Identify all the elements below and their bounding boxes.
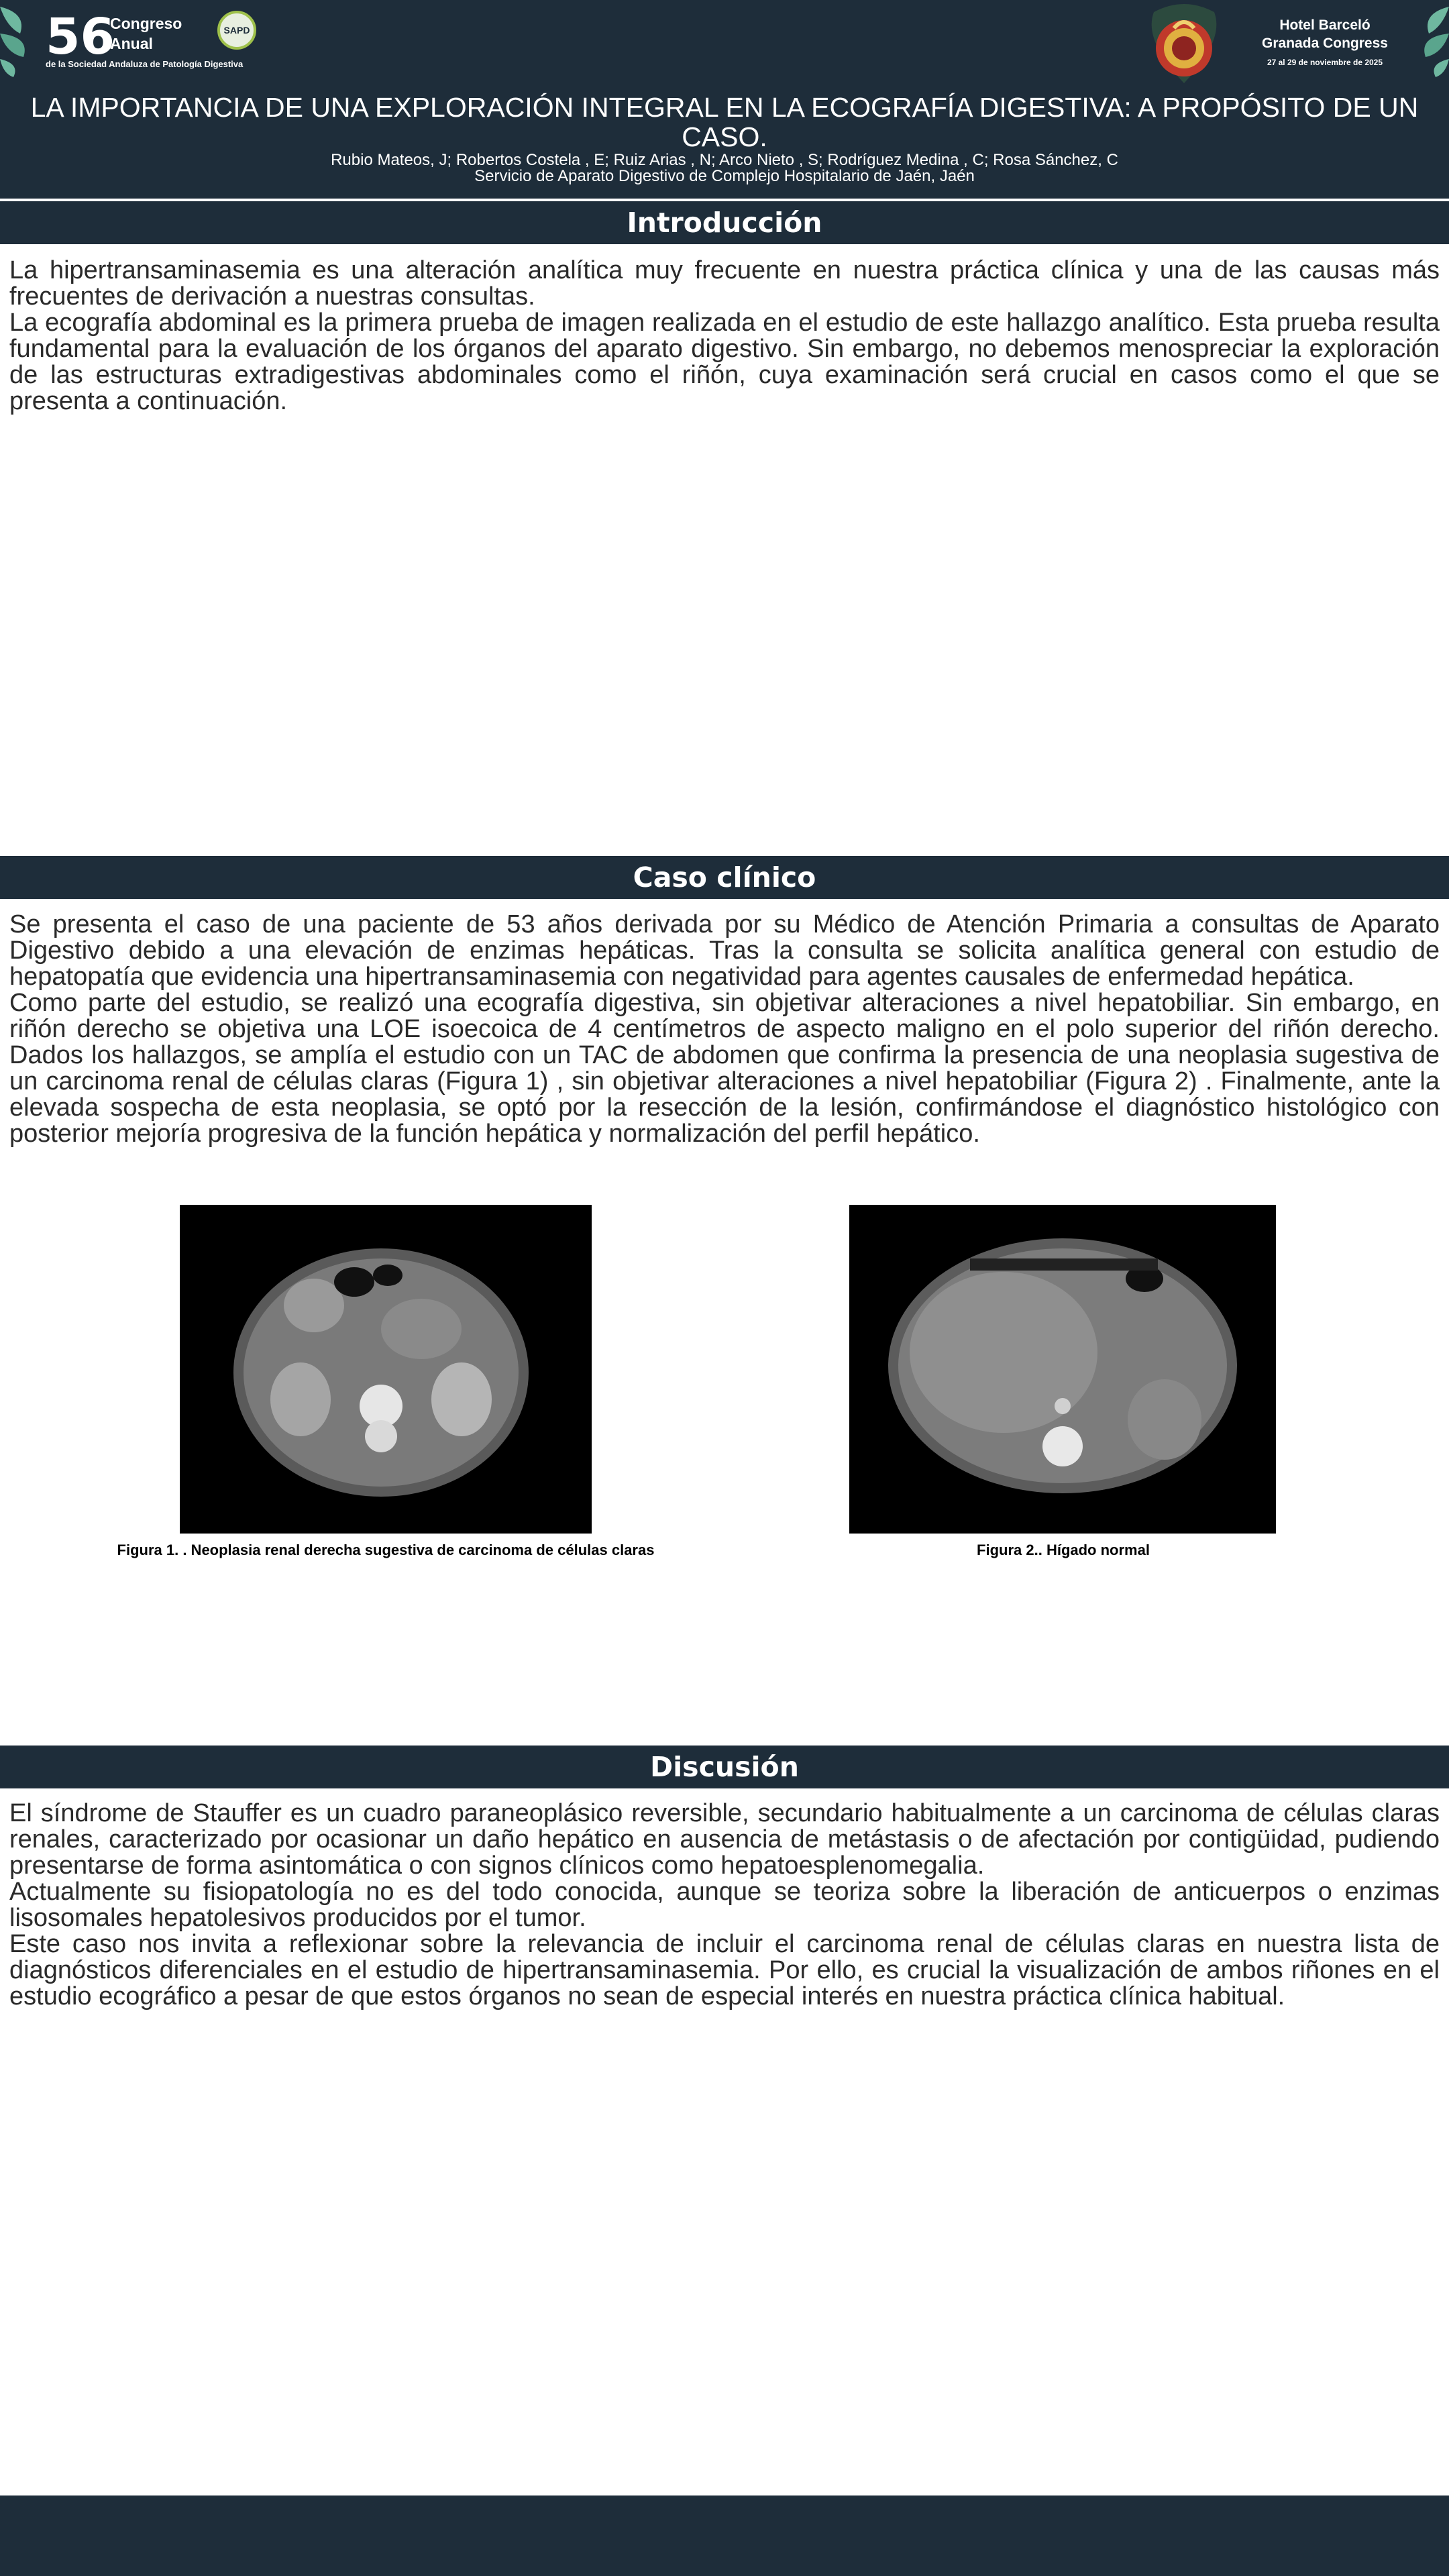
caso-body bbox=[9, 912, 1440, 1147]
affiliation: Servicio de Aparato Digestivo de Complejo Hospitalario de Jaén, Jaén bbox=[474, 167, 975, 185]
congress-label-line1: Congreso bbox=[110, 15, 182, 32]
leaf-ornament-icon bbox=[1409, 0, 1449, 80]
discusion-body bbox=[9, 1801, 1440, 2010]
caso-heading: Caso clínico bbox=[0, 856, 1449, 899]
discusion-heading: Discusión bbox=[0, 1746, 1449, 1788]
figure-2-caption: Figura 2.. Hígado normal bbox=[977, 1542, 1150, 1558]
congress-logo bbox=[46, 7, 301, 74]
ct-scan-image bbox=[849, 1205, 1276, 1534]
congress-dates: 27 al 29 de noviembre de 2025 bbox=[1267, 58, 1383, 67]
caso-paragraph: Como parte del estudio, se realizó una ecografía digestiva, sin objetivar alteraciones a nivel hepatobiliar. Sin embargo, en riñón derecho se objetiva una LOE isoecoica de 4 centímetros de aspecto maligno en el polo superior del riñón derecho. Dados los hallazgos, se amplía el estudio con un TAC de abdomen que confirma la presencia de una neoplasia sugestiva de un carcinoma renal de células claras (Figura 1) , sin objetivar alteraciones a nivel hepatobiliar (Figura 2) . Finalmente, ante la elevada sospecha de esta neoplasia, se optó por la resección de la lesión, confirmándose el diagnóstico histológico con posterior mejoría progresiva de la función hepática y normalización del perfil hepático. bbox=[9, 989, 1440, 1148]
discusion-paragraph: El síndrome de Stauffer es un cuadro paraneoplásico reversible, secundario habitualmente a un carcinoma de células claras renales, caracterizado por ocasionar un daño hepático en ausencia de metástasis o de afectación por contigüidad, pudiendo presentarse de forma asintomática o con signos clínicos como hepatoesplenomegalia. bbox=[9, 1799, 1440, 1880]
congress-label bbox=[110, 13, 182, 54]
venue-line1: Hotel Barceló bbox=[1279, 17, 1371, 33]
ct-scan-image bbox=[180, 1205, 592, 1534]
granada-emblem-icon bbox=[1140, 0, 1228, 85]
congress-label-line2: Anual bbox=[110, 35, 153, 52]
venue-line2: Granada Congress bbox=[1262, 36, 1388, 51]
sapd-badge: SAPD bbox=[217, 11, 256, 50]
intro-body bbox=[9, 258, 1440, 415]
leaf-ornament-icon bbox=[0, 0, 40, 80]
congress-number: 56 bbox=[46, 8, 115, 66]
figure-2-ct-liver bbox=[849, 1205, 1276, 1534]
figure-1-ct-kidney bbox=[180, 1205, 592, 1534]
discusion-paragraph: Este caso nos invita a reflexionar sobre la relevancia de incluir el carcinoma renal de células claras en nuestra lista de diagnósticos diferenciales en el estudio de hipertransaminasemia. Por ello, es crucial la visualización de ambos riñones en el estudio ecográfico a pesar de que estos órganos no sean de especial interés en nuestra práctica clínica habitual. bbox=[9, 1930, 1440, 2010]
figure-1-caption: Figura 1. . Neoplasia renal derecha sugestiva de carcinoma de células claras bbox=[117, 1542, 655, 1558]
author-list: Rubio Mateos, J; Robertos Costela , E; Ruiz Arias , N; Arco Nieto , S; Rodríguez Medina , C; Rosa Sánchez, C bbox=[331, 151, 1118, 169]
poster-footer bbox=[0, 2496, 1449, 2576]
intro-paragraph: La hipertransaminasemia es una alteración analítica muy frecuente en nuestra práctica clínica y una de las causas más frecuentes de derivación a nuestras consultas. bbox=[9, 256, 1440, 311]
intro-heading: Introducción bbox=[0, 201, 1449, 244]
poster-title: LA IMPORTANCIA DE UNA EXPLORACIÓN INTEGRAL EN LA ECOGRAFÍA DIGESTIVA: A PROPÓSITO DE UN CASO. bbox=[30, 92, 1419, 152]
discusion-paragraph: Actualmente su fisiopatología no es del todo conocida, aunque se teoriza sobre la liberación de anticuerpos o enzimas lisosomales hepatolesivos producidos por el tumor. bbox=[9, 1878, 1440, 1932]
caso-paragraph: Se presenta el caso de una paciente de 53 años derivada por su Médico de Atención Primaria a consultas de Aparato Digestivo debido a una elevación de enzimas hepáticas. Tras la consulta se solicita analítica general con estudio de hepatopatía que evidencia una hipertransaminasemia con negatividad para agentes causales de enfermedad hepática. bbox=[9, 910, 1440, 991]
venue-info bbox=[1248, 16, 1402, 67]
society-name: de la Sociedad Andaluza de Patología Digestiva bbox=[46, 59, 244, 69]
poster-header bbox=[0, 0, 1449, 199]
intro-paragraph: La ecografía abdominal es la primera prueba de imagen realizada en el estudio de este hallazgo analítico. Esta prueba resulta fundamental para la evaluación de los órganos del aparato digestivo. Sin embargo, no debemos menospreciar la exploración de las estructuras extradigestivas abdominales como el riñón, cuya examinación será crucial en casos como el que se presenta a continuación. bbox=[9, 309, 1440, 415]
